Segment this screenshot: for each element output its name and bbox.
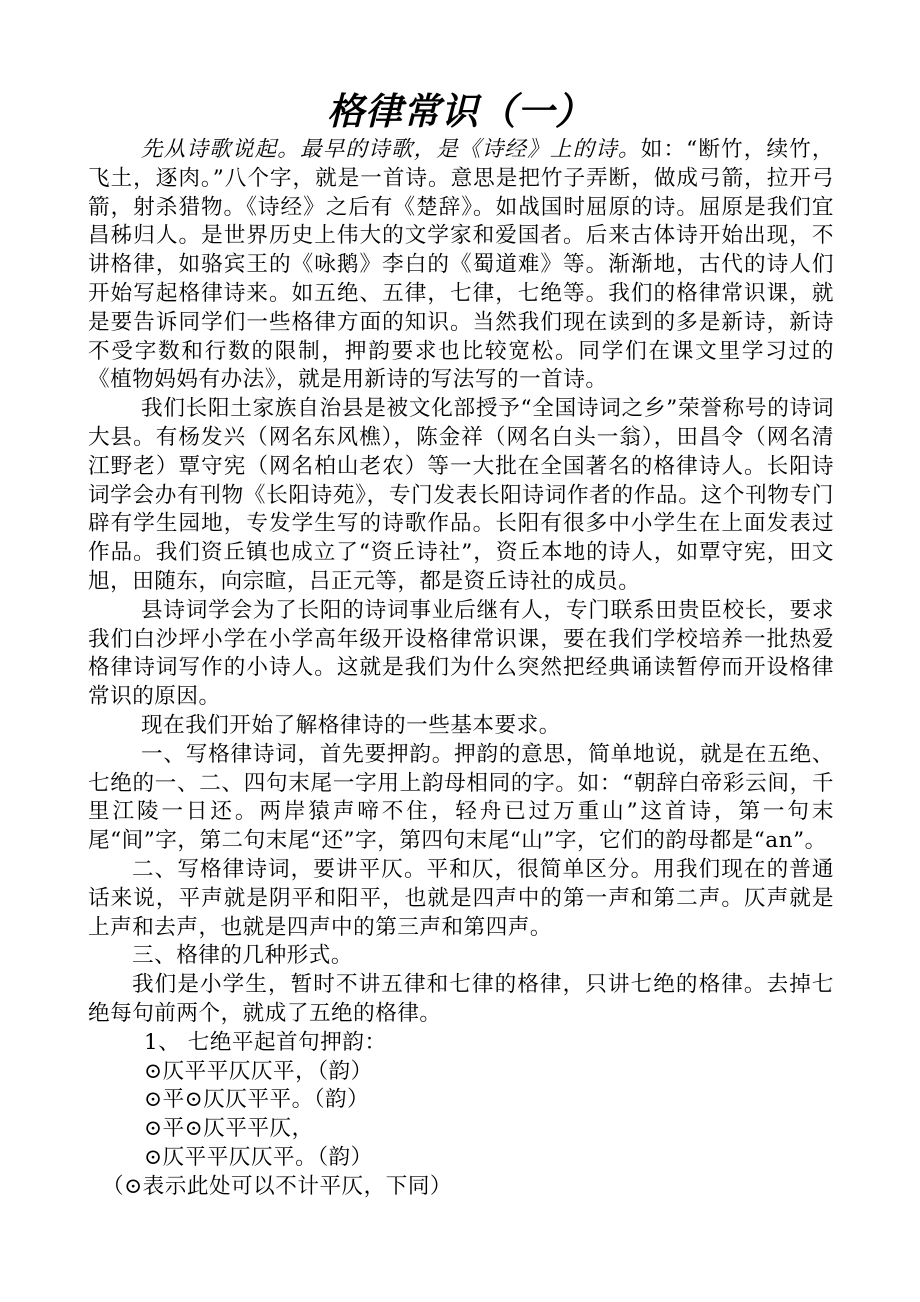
paragraph-pattern-heading: 1、 七绝平起首句押韵： [144, 1029, 387, 1055]
intro-lead-sentence: 先从诗歌说起。最早的诗歌，是《诗经》上的诗。 [141, 137, 641, 162]
paragraph-qijue-intro: 我们是小学生，暂时不讲五律和七律的格律，只讲七绝的格律。去掉七绝每句前两个，就成了五绝的格律。 [88, 972, 834, 1026]
formula-line: ⊙平⊙仄仄平平。（韵） [144, 1087, 370, 1113]
paragraph-basic-requirements: 现在我们开始了解格律诗的一些基本要求。 [141, 712, 561, 738]
intro-rest-text: 如：“断竹，续竹，飞土，逐肉。”八个字，就是一首诗。意思是把竹子弄断，做成弓箭，拉开弓箭，射杀猎物。《诗经》之后有《楚辞》。如战国时屈原的诗。屈原是我们宜昌秭归人。是世界历史上伟大的文学家和爱国者。后来古体诗开始出现，不讲格律，如骆宾王的《咏鹅》李白的《蜀道难》等。渐渐地，古代的诗人们开始写起格律诗来。如五绝、五律，七律，七绝等。我们的格律常识课，就是要告诉同学们一些格律方面的知识。当然我们现在读到的多是新诗，新诗不受字数和行数的限制，押韵要求也比较宽松。同学们在课文里学习过的《植物妈妈有办法》，就是用新诗的写法写的一首诗。 [88, 137, 834, 393]
formula-line: ⊙仄平平仄仄平，（韵） [144, 1058, 373, 1084]
document-body [88, 136, 834, 1201]
paragraph-intro [88, 136, 834, 395]
formula-line: ⊙平⊙仄平平仄， [144, 1116, 314, 1142]
paragraph-rhyme: 一、写格律诗词，首先要押韵。押韵的意思，简单地说，就是在五绝、七绝的一、二、四句末尾一字用上韵母相同的字。如：“朝辞白帝彩云间，千里江陵一日还。两岸猿声啼不住，轻舟已过万重山”这首诗，第一句末尾“间”字，第二句末尾“还”字，第四句末尾“山”字，它们的韵母都是“an”。 [88, 741, 834, 854]
formula-note: （⊙表示此处可以不计平仄，下同） [102, 1173, 453, 1199]
page-title: 格律常识（一） [327, 90, 593, 133]
paragraph-forms-heading: 三、格律的几种形式。 [132, 943, 353, 969]
formula-line: ⊙仄平平仄仄平。（韵） [144, 1144, 373, 1170]
paragraph-tones: 二、写格律诗词，要讲平仄。平和仄，很简单区分。用我们现在的普通话来说，平声就是阴平和阳平，也就是四声中的第一声和第二声。仄声就是上声和去声，也就是四声中的第三声和第四声。 [88, 856, 834, 940]
paragraph-changyang: 我们长阳土家族自治县是被文化部授予“全国诗词之乡”荣誉称号的诗词大县。有杨发兴（网名东风樵），陈金祥（网名白头一翁），田昌令（网名清江野老）覃守宪（网名柏山老农）等一大批在全国著名的格律诗人。长阳诗词学会办有刊物《长阳诗苑》，专门发表长阳诗词作者的作品。这个刊物专门辟有学生园地，专发学生写的诗歌作品。长阳有很多中小学生在上面发表过作品。我们资丘镇也成立了“资丘诗社”，资丘本地的诗人，如覃守宪，田文旭，田随东，向宗暄，吕正元等，都是资丘诗社的成员。 [88, 396, 834, 594]
paragraph-poetry-society: 县诗词学会为了长阳的诗词事业后继有人，专门联系田贵臣校长，要求我们白沙坪小学在小学高年级开设格律常识课，要在我们学校培养一批热爱格律诗词写作的小诗人。这就是我们为什么突然把经典诵读暂停而开设格律常识的原因。 [88, 597, 834, 710]
